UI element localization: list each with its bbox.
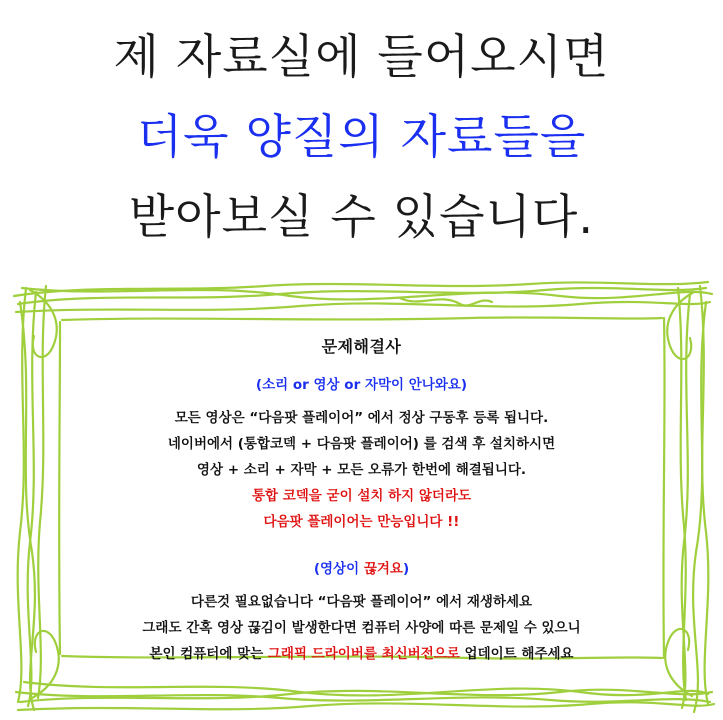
section2-subtitle-prefix: (영상이 (313, 561, 364, 577)
notice-frame (0, 262, 723, 720)
section2-subtitle-suffix: ) (402, 561, 410, 577)
section1-line-1: 모든 영상은 “다음팟 플레이어” 에서 정상 구동후 등록 됩니다. (174, 410, 549, 426)
section1-line-2: 네이버에서 (통합코덱 + 다음팟 플레이어) 를 검색 후 설치하시면 (167, 436, 556, 452)
section1-red-line-2: 다음팟 플레이어는 만능입니다 !! (263, 514, 460, 530)
last-line-part3: 업데이트 해주세요 (459, 646, 574, 662)
section2-subtitle (0, 557, 723, 577)
headline-line-3: 받아보실 수 있습니다. (128, 190, 595, 245)
notice-title: 문제해결사 (321, 337, 402, 356)
headline-line-1: 제 자료실에 들어오시면 (113, 30, 610, 85)
section2-subtitle-highlight: 끊겨요 (363, 561, 403, 577)
section2-line-1: 다른것 필요없습니다 “다음팟 플레이어” 에서 재생하세요 (190, 594, 533, 610)
last-line-highlight: 그래픽 드라이버를 최신버전으로 (267, 646, 460, 662)
last-line-part1: 본인 컴퓨터에 맞는 (149, 646, 268, 662)
section1-line-3: 영상 + 소리 + 자막 + 모든 오류가 한번에 해결됩니다. (196, 462, 527, 478)
section1-red-line-1: 통합 코덱을 굳이 설치 하지 않더라도 (251, 488, 472, 504)
section2-line-2: 그래도 간혹 영상 끊김이 발생한다면 컴퓨터 사양에 따른 문제일 수 있으니 (142, 620, 581, 636)
headline-block (0, 0, 723, 272)
section-gap (0, 535, 723, 557)
section1-subtitle: (소리 or 영상 or 자막이 안나와요) (255, 377, 468, 393)
section2-last-line (0, 641, 723, 667)
notice-content (0, 334, 723, 667)
headline-line-2: 더욱 양질의 자료들을 (136, 110, 587, 165)
